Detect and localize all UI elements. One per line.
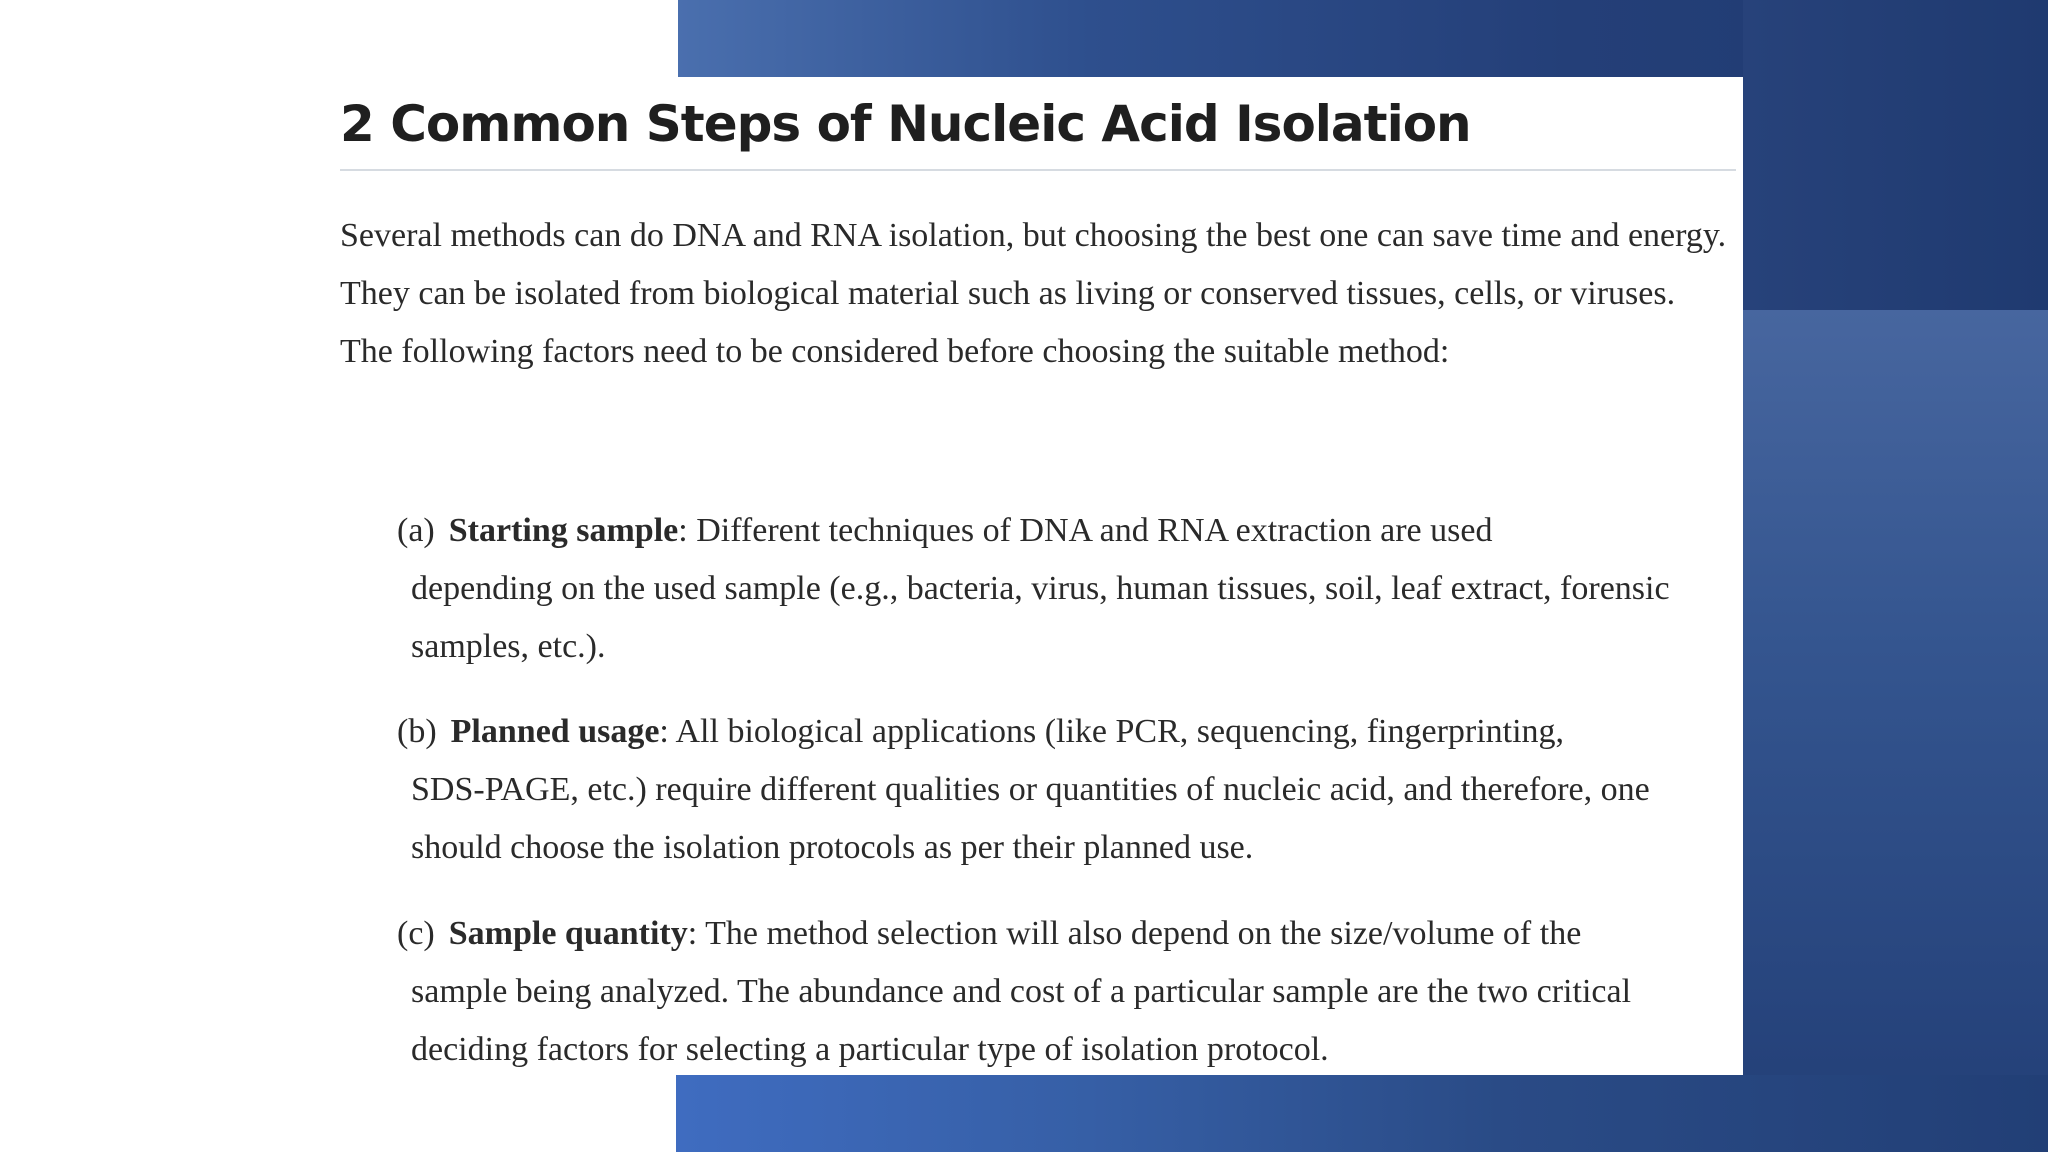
background-bottom-band — [676, 1075, 2048, 1152]
list-item-text: : The method selection will also depend on the size/volume of the — [687, 915, 1582, 952]
list-item-term: Starting sample — [448, 512, 679, 549]
list-item-text: : All biological applications (like PCR, sequencing, fingerprinting, — [659, 713, 1565, 750]
background-top-right — [1743, 0, 2048, 310]
list-item — [397, 905, 1737, 1079]
list-item-marker: (a) — [397, 512, 435, 549]
list-item-term: Planned usage — [450, 713, 660, 750]
list-item-continuation: sample being analyzed. The abundance and cost of a particular sample are the two critical deciding factors for selecting a particular type of isolation protocol. — [411, 973, 1632, 1068]
list-item-first-line — [397, 905, 1737, 963]
list-item-first-line — [397, 703, 1737, 761]
list-item — [397, 703, 1737, 877]
list-item-continuation: depending on the used sample (e.g., bacteria, virus, human tissues, soil, leaf extract, forensic samples, etc.). — [411, 570, 1670, 665]
list-item-marker: (b) — [397, 713, 437, 750]
list-item-marker: (c) — [397, 915, 435, 952]
page-title: 2 Common Steps of Nucleic Acid Isolation — [340, 95, 1471, 153]
list-item-first-line — [397, 502, 1737, 560]
list-item-text: : Different techniques of DNA and RNA extraction are used — [678, 512, 1493, 549]
list-item — [397, 502, 1737, 676]
background-right-band — [1743, 310, 2048, 1152]
content-card — [300, 77, 1743, 1075]
list-item-term: Sample quantity — [448, 915, 688, 952]
list-item-continuation: SDS-PAGE, etc.) require different qualities or quantities of nucleic acid, and therefore, one should choose the isolation protocols as per their planned use. — [411, 771, 1650, 866]
intro-paragraph: Several methods can do DNA and RNA isolation, but choosing the best one can save time and energy. They can be isolated from biological material such as living or conserved tissues, cells, or viruses. The following factors need to be considered before choosing the suitable method: — [340, 217, 1727, 370]
title-divider — [340, 169, 1736, 171]
